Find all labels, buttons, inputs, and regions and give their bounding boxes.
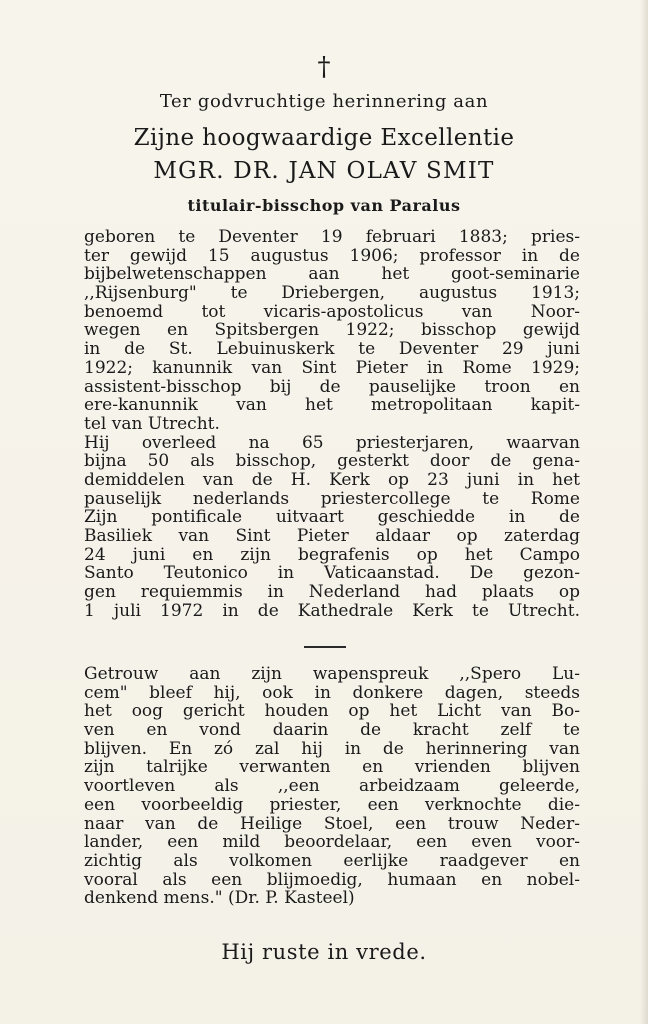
- tribute-line: zichtig als volkomen eerlijke raadgever en: [84, 850, 580, 871]
- biography-line: in de St. Lebuinuskerk te Deventer 29 juni: [84, 339, 580, 360]
- card-edge-shadow: [640, 0, 648, 1024]
- biography-line: bijbelwetenschappen aan het goot-seminarie: [84, 264, 580, 285]
- biography-line: ere-kanunnik van het metropolitaan kapit-: [84, 395, 580, 416]
- tribute-line: naar van de Heilige Stoel, een trouw Neder-: [84, 813, 580, 834]
- biography-line: benoemd tot vicaris-apostolicus van Noor-: [84, 301, 580, 322]
- biography-line: pauselijk nederlands priestercollege te Rome: [84, 488, 580, 509]
- biography-line: Zijn pontificale uitvaart geschiedde in de: [84, 507, 580, 528]
- tribute-line: blijven. En zó zal hij in de herinnering van: [84, 738, 580, 759]
- section-divider: [304, 646, 346, 648]
- biography-line: ,,Rijsenburg" te Driebergen, augustus 1913;: [84, 283, 580, 304]
- tribute-paragraph: [84, 665, 580, 908]
- tribute-line: voortleven als ,,een arbeidzaam geleerde,: [84, 776, 580, 797]
- tribute-line: vooral als een blijmoedig, humaan en nobel-: [84, 869, 580, 890]
- biography-line: ter gewijd 15 augustus 1906; professor in de: [84, 245, 580, 266]
- tribute-line: denkend mens." (Dr. P. Kasteel): [84, 888, 355, 909]
- tribute-line: lander, een mild beoordelaar, een even voor-: [84, 832, 580, 853]
- tribute-line: zijn talrijke verwanten en vrienden blijven: [84, 757, 580, 778]
- biography-paragraph: [84, 228, 580, 620]
- closing-blessing: Hij ruste in vrede.: [221, 940, 427, 964]
- tribute-line: een voorbeeldig priester, een verknochte die-: [84, 794, 580, 815]
- biography-line: Basiliek van Sint Pieter aldaar op zaterdag: [84, 526, 580, 546]
- biography-line: tel van Utrecht.: [84, 413, 220, 434]
- bishop-title: titulair-bisschop van Paralus: [187, 196, 461, 215]
- tribute-line: ven en vond daarin de kracht zelf te: [84, 720, 580, 741]
- biography-line: geboren te Deventer 19 februari 1883; pries-: [84, 227, 580, 247]
- biography-line: 1 juli 1972 in de Kathedrale Kerk te Utrecht.: [84, 600, 580, 621]
- tribute-line: cem" bleef hij, ook in donkere dagen, steeds: [84, 682, 580, 703]
- tribute-line: het oog gericht houden op het Licht van Bo-: [84, 701, 580, 722]
- biography-line: bijna 50 als bisschop, gesterkt door de gena-: [84, 451, 580, 472]
- tribute-line: Getrouw aan zijn wapenspreuk ,,Spero Lu-: [84, 664, 580, 684]
- biography-line: demiddelen van de H. Kerk op 23 juni in het: [84, 469, 580, 490]
- intro-line: Ter godvruchtige herinnering aan: [159, 91, 489, 112]
- biography-line: Hij overleed na 65 priesterjaren, waarvan: [84, 432, 580, 453]
- biography-line: gen requiemmis in Nederland had plaats op: [84, 582, 580, 603]
- biography-line: 1922; kanunnik van Sint Pieter in Rome 1929;: [84, 357, 580, 378]
- biography-line: 24 juni en zijn begrafenis op het Campo: [84, 544, 580, 565]
- cross-icon: †: [317, 52, 331, 82]
- biography-line: wegen en Spitsbergen 1922; bisschop gewijd: [84, 320, 580, 341]
- deceased-name: MGR. DR. JAN OLAV SMIT: [153, 158, 495, 184]
- biography-line: assistent-bisschop bij de pauselijke troon en: [84, 376, 580, 397]
- honorific-title: Zijne hoogwaardige Excellentie: [133, 125, 515, 151]
- biography-line: Santo Teutonico in Vaticaanstad. De gezon-: [84, 563, 580, 584]
